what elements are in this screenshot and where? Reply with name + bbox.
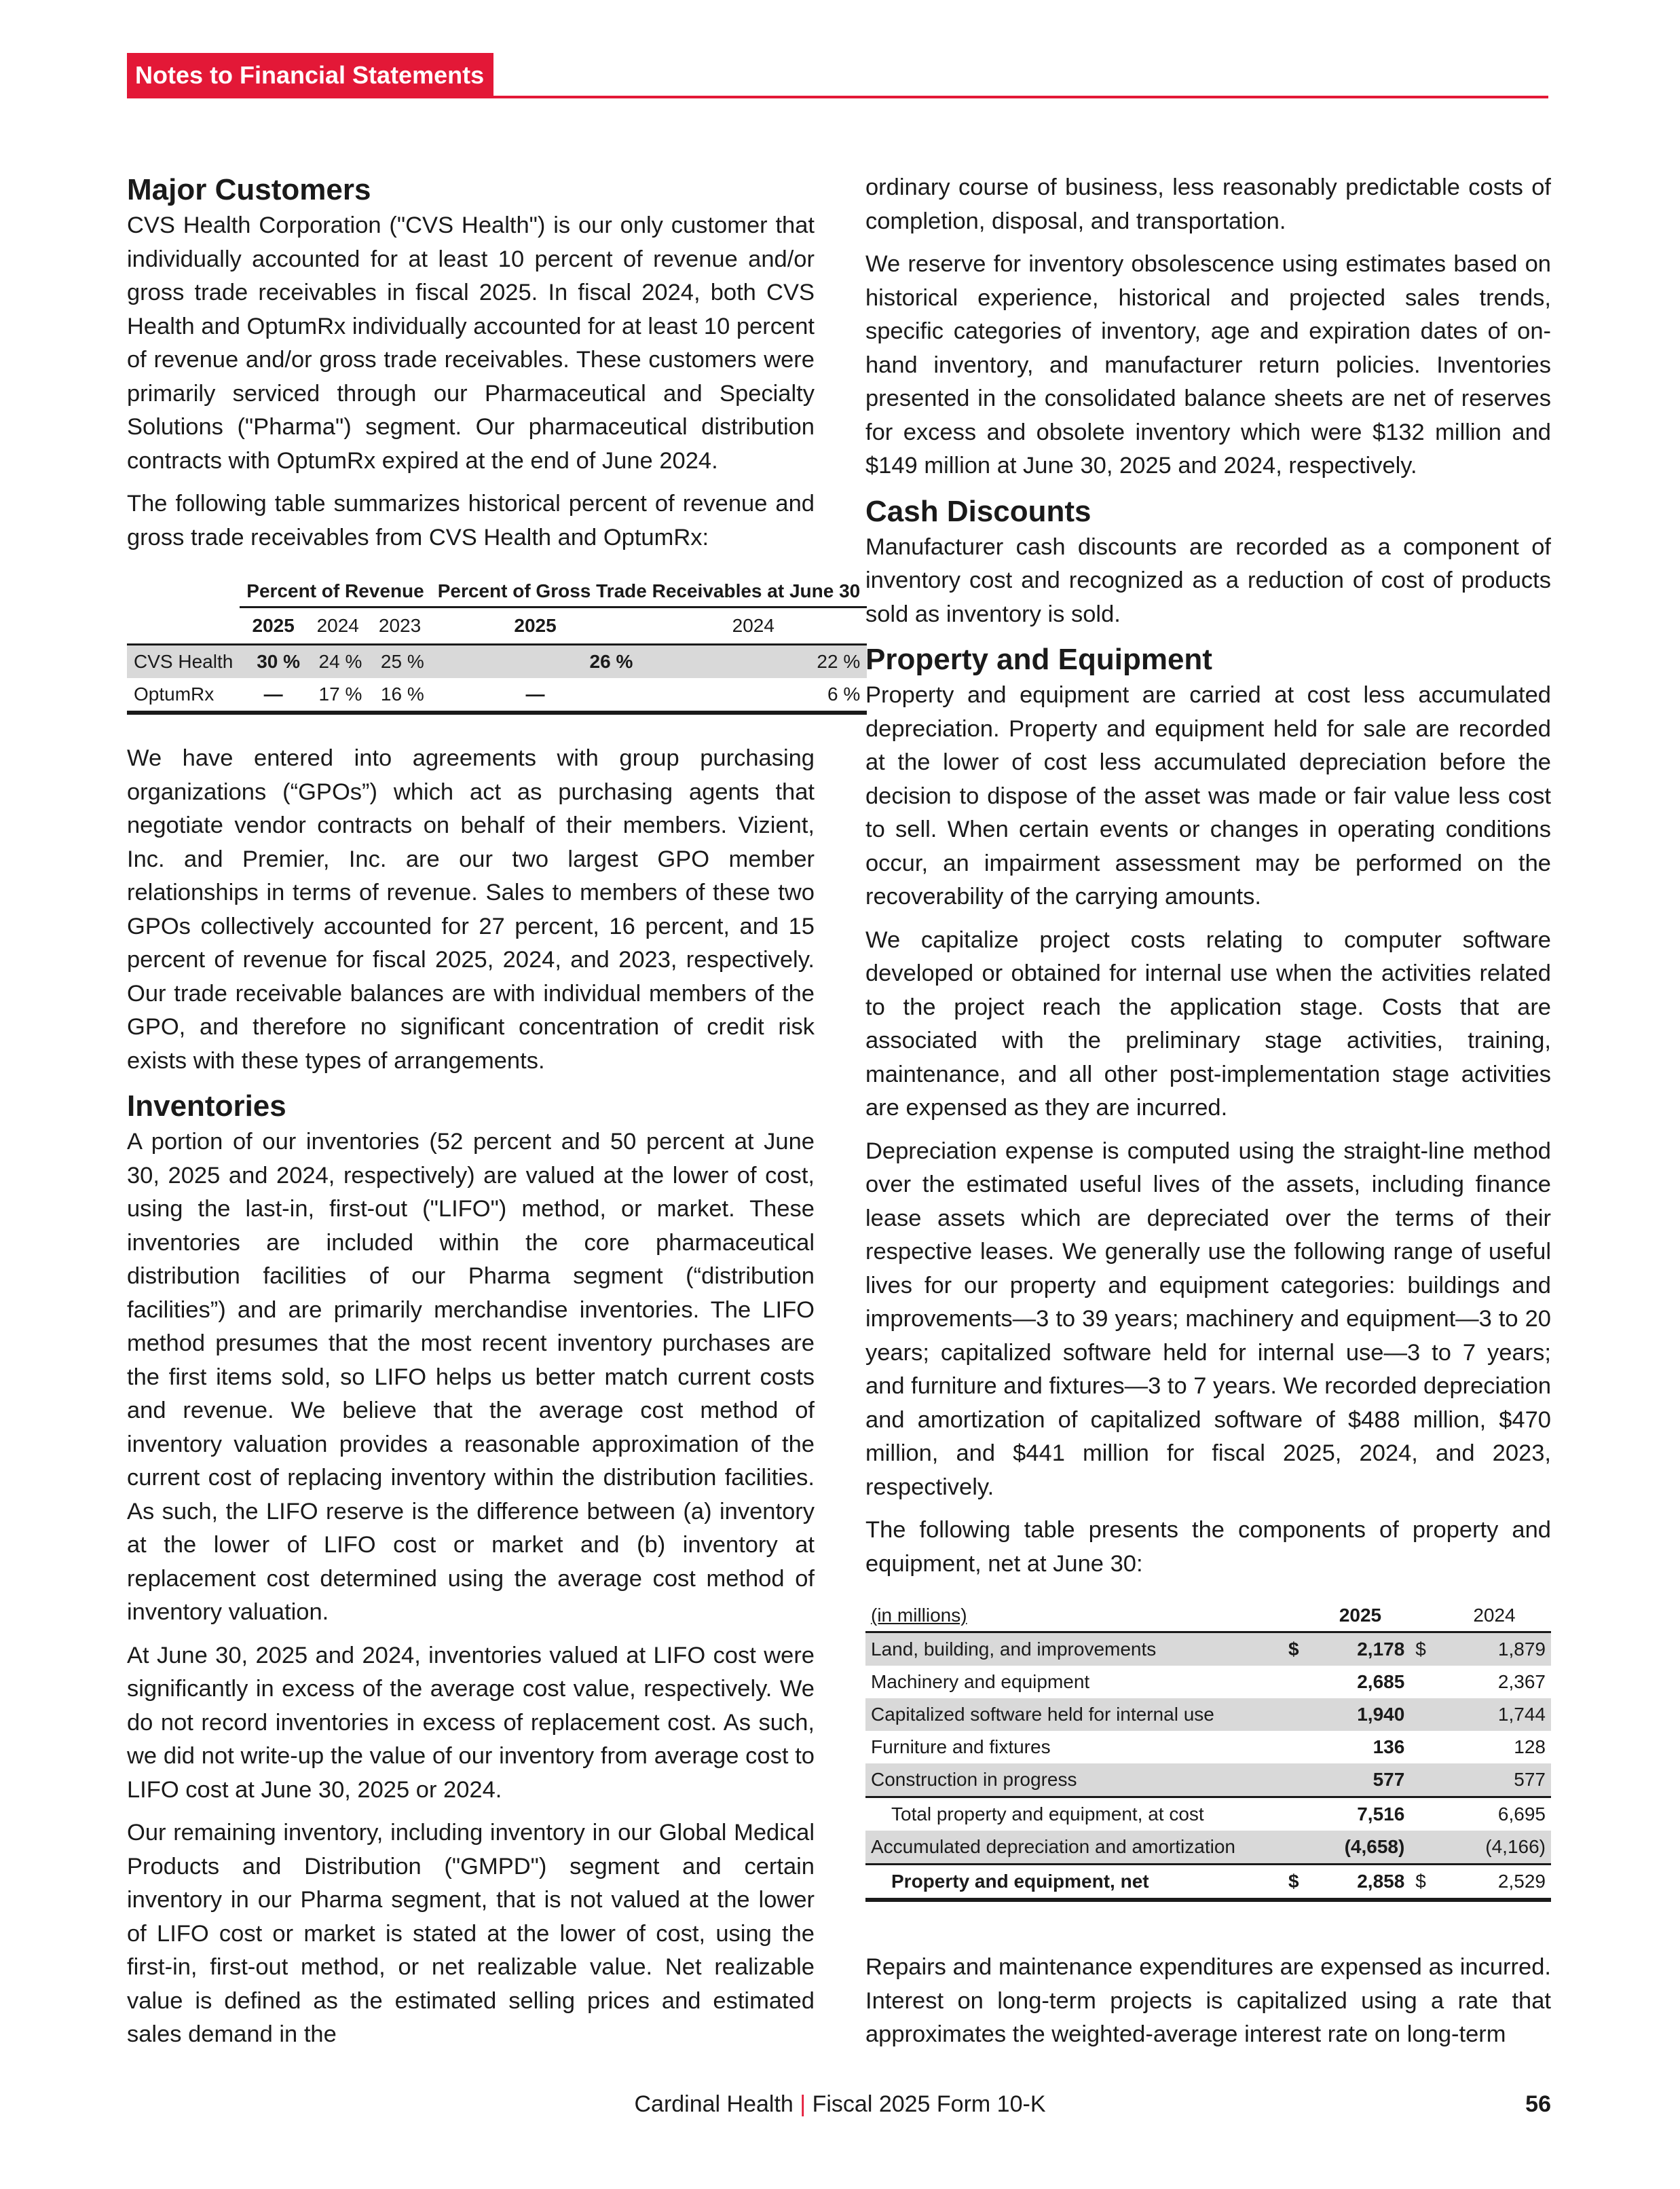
row-label: Accumulated depreciation and amortization	[865, 1831, 1283, 1865]
table-cell: 22 %	[639, 645, 867, 679]
table-cell: 1,940	[1311, 1698, 1411, 1731]
percent-of-revenue-header: Percent of Revenue	[240, 580, 430, 607]
inventories-heading: Inventories	[127, 1089, 286, 1123]
table-row	[865, 1763, 1551, 1797]
table-cell: —	[431, 678, 640, 713]
currency-symbol: $	[1410, 1632, 1438, 1666]
property-paragraph-1: Property and equipment are carried at cost less accumulated depreciation. Property and equipment held for sale are recorded at the lower of cost less accumulated depreciation before the decision to dispose of the asset was made or fair value less cost to sell. When certain events or changes in operating conditions occur, an impairment assessment may be performed on the recoverability of the carrying amounts.	[865, 682, 1551, 910]
table-cell: 25 %	[369, 645, 430, 679]
table-row	[865, 1731, 1551, 1763]
year-header: 2024	[307, 607, 369, 645]
unit-label: (in millions)	[865, 1600, 1283, 1632]
customer-name: CVS Health	[127, 645, 240, 679]
table-cell: 30 %	[240, 645, 307, 679]
gpo-paragraph: We have entered into agreements with group purchasing organizations (“GPOs”) which act as purchasing agents that negotiate vendor contracts on behalf of their members. Vizient, Inc. and Premier, Inc. are our two largest GPO member relationships in terms of revenue. Sales to members of these two GPOs collectively accounted for 27 percent, 16 percent, and 15 percent of revenue for fiscal 2025, 2024, and 2023, respectively. Our trade receivable balances are with individual members of the GPO, and therefore no significant concentration of credit risk exists with these types of arrangements.	[127, 745, 815, 1074]
table-cell: 17 %	[307, 678, 369, 713]
row-label: Total property and equipment, at cost	[865, 1797, 1283, 1831]
table-cell: (4,166)	[1438, 1831, 1551, 1865]
year-header: 2024	[1438, 1600, 1551, 1632]
table-cell: 128	[1514, 1736, 1546, 1757]
year-header: 2023	[369, 607, 430, 645]
row-label: Property and equipment, net	[865, 1865, 1283, 1901]
currency-symbol: $	[1283, 1632, 1311, 1666]
row-label: Furniture and fixtures	[871, 1736, 1051, 1757]
property-equipment-table	[865, 1600, 1551, 1902]
inventories-paragraph-1: A portion of our inventories (52 percent and 50 percent at June 30, 2025 and 2024, respectively) are valued at the lower of cost, using the last-in, first-out ("LIFO") method, or market. These inventories are included within the core pharmaceutical distribution facilities of our Pharma segment (“distribution facilities”) and are primarily merchandise inventories. The LIFO method presumes that the most recent inventory purchases are the first items sold, so LIFO helps us better match current costs and revenue. We believe that the average cost method of inventory valuation provides a reasonable approximation of the current cost of replacing inventory within the distribution facilities. As such, the LIFO reserve is the difference between (a) inventory at the lower of LIFO cost or market and (b) inventory at replacement cost determined using the average cost method of inventory valuation.	[127, 1129, 815, 1625]
table-cell: 2,367	[1497, 1671, 1546, 1692]
table-cell: 1,744	[1438, 1698, 1551, 1731]
table-cell: —	[240, 678, 307, 713]
inventories-paragraph-3: Our remaining inventory, including inventory in our Global Medical Products and Distribution ("GMPD") segment and certain inventory in our Pharma segment, that is not valued at the lower of LIFO cost or market is stated at the lower of cost, using the first-in, first-out method, or net realizable value. Net realizable value is defined as the estimated selling prices and estimated sales demand in the	[127, 1820, 815, 2047]
cash-discounts-paragraph: Manufacturer cash discounts are recorded as a component of inventory cost and recognized as a reduction of cost of products sold as inventory is sold.	[865, 534, 1551, 627]
year-header: 2025	[431, 607, 640, 645]
property-paragraph-4: The following table presents the components of property and equipment, net at June 30:	[865, 1517, 1551, 1577]
table-row	[127, 645, 867, 679]
table-cell: 1,879	[1438, 1632, 1551, 1666]
row-label: Capitalized software held for internal use	[865, 1698, 1283, 1731]
table-cell: 136	[1373, 1736, 1405, 1757]
row-label: Construction in progress	[865, 1763, 1283, 1797]
table-cell: 24 %	[307, 645, 369, 679]
left-column	[127, 171, 861, 2061]
table-row	[865, 1865, 1551, 1901]
major-customers-heading: Major Customers	[127, 173, 371, 206]
page-number: 56	[1525, 2091, 1551, 2117]
property-paragraph-2: We capitalize project costs relating to computer software developed or obtained for internal use when the activities related to the project reach the application stage. Costs that are associated with the preliminary stage activities, training, maintenance, and all other post-implementation stage activities are expensed as they are incurred.	[865, 927, 1551, 1121]
banner-rule	[127, 96, 1548, 98]
table-row	[865, 1698, 1551, 1731]
year-header: 2024	[639, 607, 867, 645]
year-header: 2025	[240, 607, 307, 645]
currency-symbol: $	[1410, 1865, 1438, 1901]
table-row	[865, 1666, 1551, 1698]
footer-title	[0, 2087, 1680, 2121]
table-row	[865, 1632, 1551, 1666]
row-label: Machinery and equipment	[871, 1671, 1090, 1692]
table-cell: (4,658)	[1311, 1831, 1411, 1865]
table-cell: 2,529	[1438, 1865, 1551, 1901]
table-cell: 2,858	[1311, 1865, 1411, 1901]
table-row	[127, 678, 867, 713]
year-header: 2025	[1311, 1600, 1411, 1632]
table-cell: 2,178	[1311, 1632, 1411, 1666]
section-banner: Notes to Financial Statements	[127, 53, 493, 98]
table-cell: 6 %	[639, 678, 867, 713]
table-row	[865, 1797, 1551, 1831]
major-customers-paragraph-1: CVS Health Corporation ("CVS Health") is our only customer that individually accounted for at least 10 percent of revenue and/or gross trade receivables in fiscal 2025. In fiscal 2024, both CVS Health and OptumRx individually accounted for at least 10 percent of revenue and/or gross trade receivables. These customers were primarily serviced through our Pharmaceutical and Specialty Solutions ("Pharma") segment. Our pharmaceutical distribution contracts with OptumRx expired at the end of June 2024.	[127, 212, 815, 474]
footer-company: Cardinal Health	[634, 2091, 794, 2117]
table-cell: 7,516	[1311, 1797, 1411, 1831]
customer-percent-table	[127, 580, 867, 715]
table-cell: 577	[1311, 1763, 1411, 1797]
continued-paragraph: ordinary course of business, less reasonably predictable costs of completion, disposal, and transportation.	[865, 174, 1551, 234]
property-paragraph-3: Depreciation expense is computed using the straight-line method over the estimated useful lives of the assets, including finance lease assets which are depreciated over the terms of their respective leases. We generally use the following range of useful lives for our property and equipment categories: buildings and improvements—3 to 39 years; machinery and equipment—3 to 20 years; capitalized software held for internal use—3 to 7 years; and furniture and fixtures—3 to 7 years. We recorded depreciation and amortization of capitalized software of $488 million, $470 million, and $441 million for fiscal 2025, 2024, and 2023, respectively.	[865, 1138, 1552, 1500]
major-customers-paragraph-2: The following table summarizes historical percent of revenue and gross trade receivables from CVS Health and OptumRx:	[127, 491, 815, 550]
obsolescence-paragraph: We reserve for inventory obsolescence using estimates based on historical experience, historical and projected sales trends, specific categories of inventory, age and expiration dates of on-hand inventory, and manufacturer return policies. Inventories presented in the consolidated balance sheets are net of reserves for excess and obsolete inventory which were $132 million and $149 million at June 30, 2025 and 2024, respectively.	[865, 251, 1551, 479]
customer-name: OptumRx	[127, 678, 240, 713]
table-cell: 26 %	[431, 645, 640, 679]
cash-discounts-heading: Cash Discounts	[865, 494, 1091, 528]
table-cell: 577	[1438, 1763, 1551, 1797]
footer-document: Fiscal 2025 Form 10-K	[812, 2091, 1046, 2117]
table-row	[865, 1831, 1551, 1865]
table-cell: 6,695	[1438, 1797, 1551, 1831]
property-equipment-heading: Property and Equipment	[865, 643, 1212, 676]
repairs-paragraph: Repairs and maintenance expenditures are expensed as incurred. Interest on long-term projects is capitalized using a rate that approximates the weighted-average interest rate on long-term	[865, 1954, 1551, 2047]
row-label: Land, building, and improvements	[865, 1632, 1283, 1666]
right-column	[865, 171, 1551, 2061]
inventories-paragraph-2: At June 30, 2025 and 2024, inventories valued at LIFO cost were significantly in excess of the average cost value, respectively. We do not record inventories in excess of replacement cost. As such, we did not write-up the value of our inventory from average cost to LIFO cost at June 30, 2025 or 2024.	[127, 1642, 815, 1803]
table-cell: 2,685	[1357, 1671, 1405, 1692]
percent-of-receivables-header: Percent of Gross Trade Receivables at June 30	[431, 580, 867, 607]
footer-separator: |	[800, 2091, 806, 2117]
table-cell: 16 %	[369, 678, 430, 713]
page-footer	[0, 2087, 1680, 2121]
currency-symbol: $	[1283, 1865, 1311, 1901]
